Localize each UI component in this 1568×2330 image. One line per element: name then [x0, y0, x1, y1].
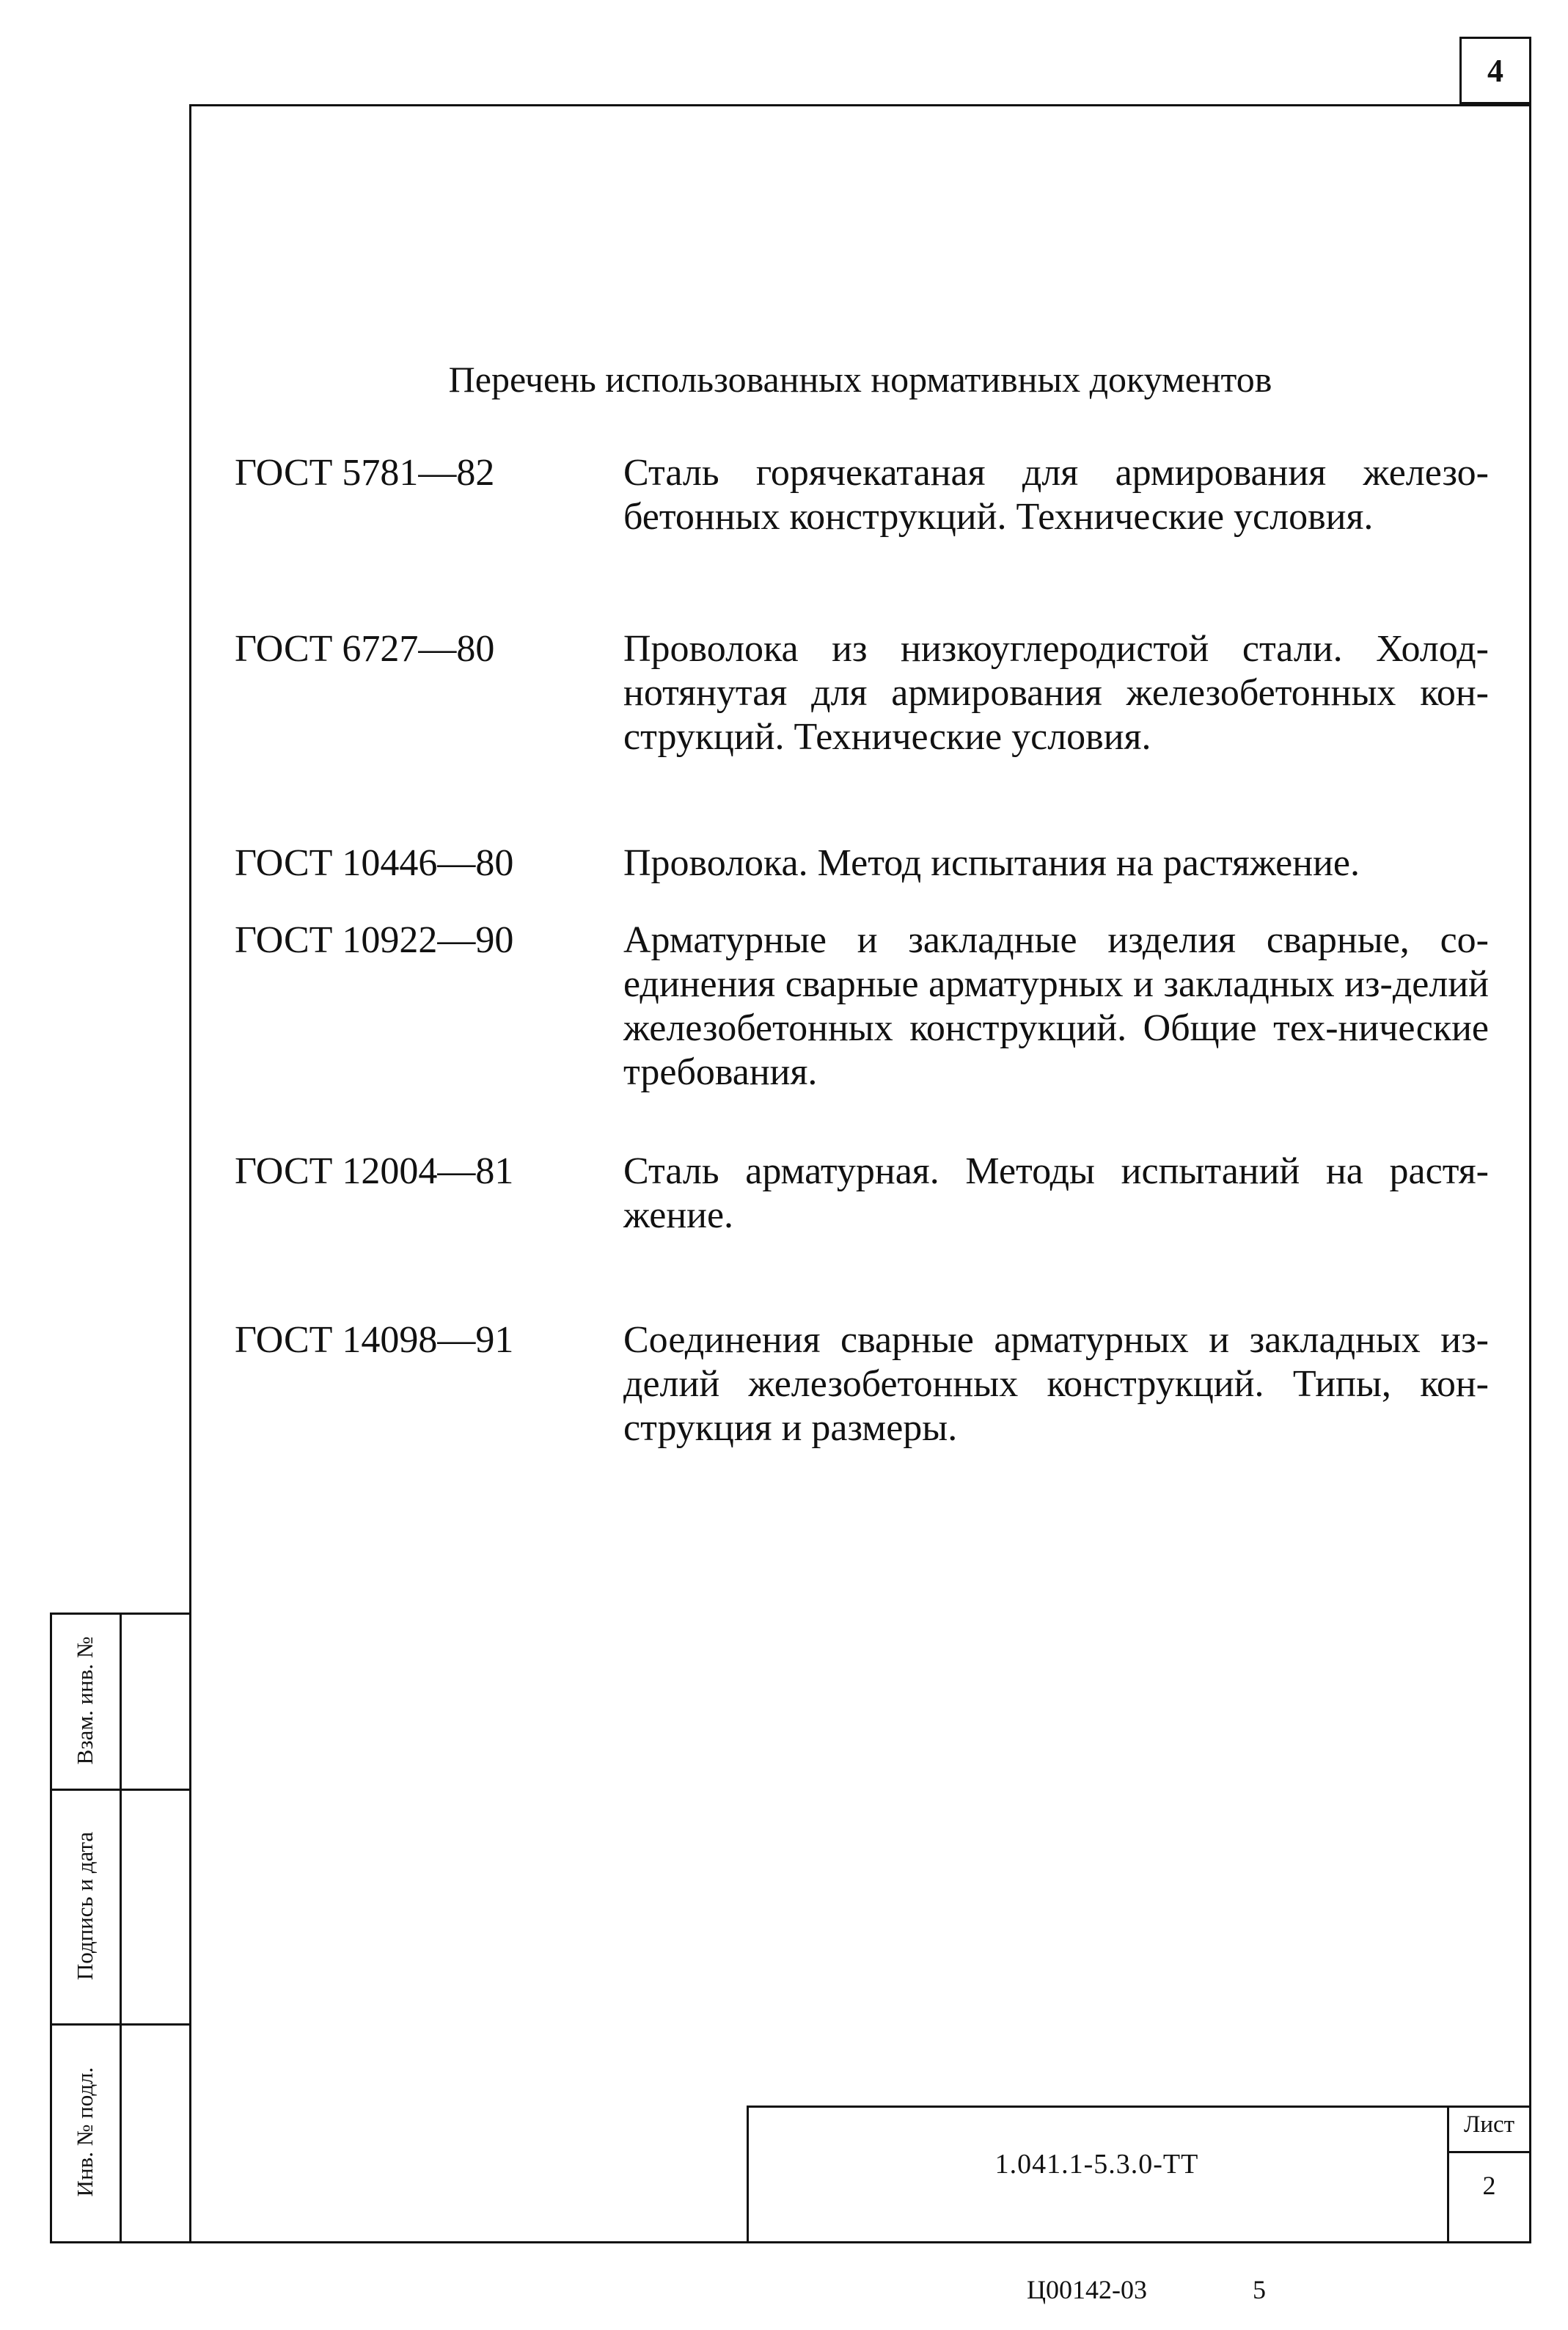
title-block-divider	[1447, 2151, 1531, 2153]
stamp-divider	[50, 1789, 189, 1791]
signature-date-label: Подпись и дата	[72, 1831, 98, 1981]
standard-code: ГОСТ 10922—90	[235, 919, 514, 961]
sheet-label: Лист	[1463, 2111, 1515, 2138]
list-item	[235, 451, 1489, 539]
list-item	[235, 919, 1489, 1095]
title-block	[747, 2106, 1531, 2243]
standard-description: Соединения сварные арматурных и закладных из-делий железобетонных конструкций. Типы, кон-струкция и размеры.	[623, 1319, 1489, 1449]
list-item	[235, 1150, 1489, 1238]
title-block-border	[747, 2106, 1531, 2108]
list-item	[235, 627, 1489, 759]
stamp-divider	[120, 1613, 122, 2243]
standard-description: Проволока из низкоуглеродистой стали. Холод-нотянутая для армирования железобетонных кон-струкций. Технические условия.	[623, 628, 1489, 758]
original-inventory-label: Инв. № подл.	[72, 2067, 98, 2197]
stamp-border	[50, 2241, 189, 2243]
replacement-inventory-label: Взам. инв. №	[72, 1636, 98, 1765]
standard-description: Сталь горячекатаная для армирования железо-бетонных конструкций. Технические условия.	[623, 452, 1489, 538]
page-number: 4	[1487, 52, 1503, 89]
stamp-border	[50, 1613, 52, 2243]
standard-description: Проволока. Метод испытания на растяжение.	[623, 842, 1360, 884]
side-stamp	[50, 1613, 189, 2243]
standard-code: ГОСТ 6727—80	[235, 628, 495, 670]
footer-number: 5	[1253, 2275, 1266, 2304]
footer-code: Ц00142-03	[1027, 2275, 1147, 2304]
standard-code: ГОСТ 5781—82	[235, 452, 495, 494]
stamp-border	[50, 1613, 189, 1615]
document-title: Перечень использованных нормативных документов	[448, 359, 1272, 400]
standard-description: Сталь арматурная. Методы испытаний на растя-жение.	[623, 1150, 1489, 1236]
sheet-number: 2	[1482, 2171, 1496, 2200]
list-item	[235, 1318, 1489, 1450]
document-designation: 1.041.1-5.3.0-ТТ	[994, 2149, 1199, 2180]
standard-code: ГОСТ 12004—81	[235, 1150, 514, 1192]
list-item	[235, 841, 1489, 885]
standard-code: ГОСТ 14098—91	[235, 1319, 514, 1361]
standard-code: ГОСТ 10446—80	[235, 842, 514, 884]
stamp-divider	[50, 2023, 189, 2026]
reference-list	[235, 451, 1489, 1450]
page-number-box	[1459, 37, 1531, 104]
standard-description: Арматурные и закладные изделия сварные, со-единения сварные арматурных и закладных из-делий железобетонных конструкций. Общие тех-нические требования.	[623, 919, 1489, 1093]
